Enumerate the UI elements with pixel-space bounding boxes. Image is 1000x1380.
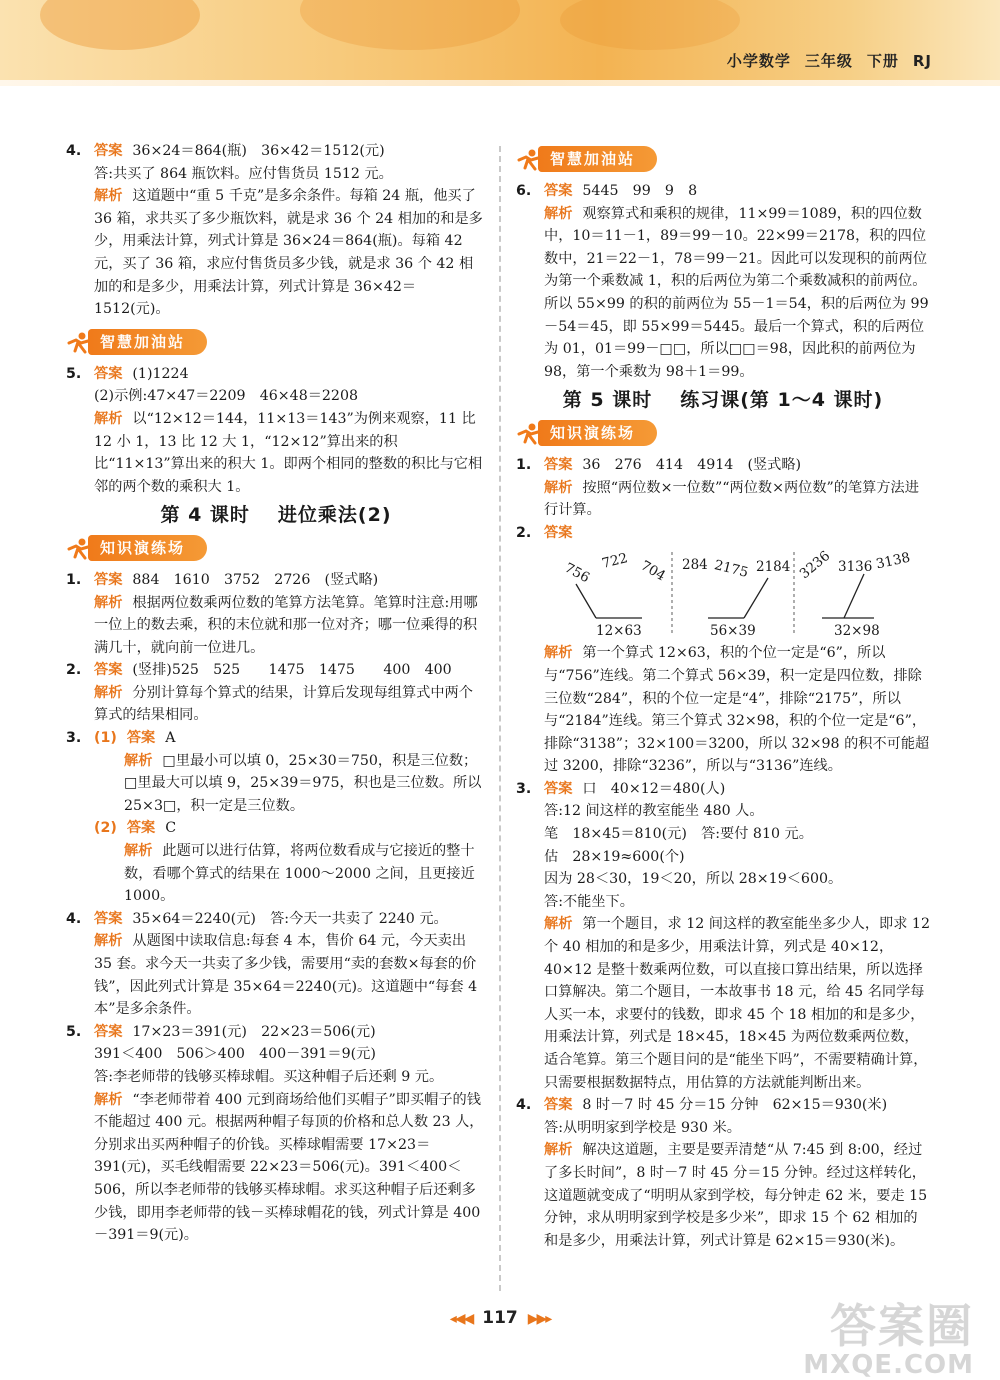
answer-text: 8 时－7 时 45 分＝15 分钟 62×15＝930(米) xyxy=(582,1097,888,1114)
analysis-label: 解析 xyxy=(544,205,573,222)
answer-text: A xyxy=(165,730,176,747)
answer-label: 答案 xyxy=(94,571,123,588)
analysis-label: 解析 xyxy=(94,188,123,205)
header-book-info xyxy=(713,50,932,71)
analysis-label: 解析 xyxy=(94,594,123,611)
header-grade: 三年级 xyxy=(804,52,853,70)
arrow-right-icon: ▶▶▸ xyxy=(527,1311,551,1327)
product-option: 3138 xyxy=(874,549,912,573)
banner-practice xyxy=(66,533,486,563)
question-number: 1. xyxy=(516,456,532,473)
analysis-text: 分别计算每个算式的结果，计算后发现每组算式中两个算式的结果相同。 xyxy=(94,684,473,724)
product-option: 3136 xyxy=(838,559,873,576)
analysis-label: 解析 xyxy=(544,1142,573,1159)
analysis-text: 解决这道题，主要是要弄清楚“从 7:45 到 8:00，经过了多长时间”，8 时－7 时 45 分＝15 分钟。经过这样转化，这道题就变成了“明明从家到学校，每分钟走 62 米，要走 15 分钟，求从明明家到学校是多少米”，即求 15 个 62 相加的和是多少，用乘法计算，列式计算是 62×15＝930(米)。 xyxy=(544,1142,932,1249)
header-edition: RJ xyxy=(912,52,932,70)
product-option: 3236 xyxy=(796,548,834,583)
lesson-name: 练习课(第 1～4 课时) xyxy=(680,389,884,412)
question-number: 2. xyxy=(516,524,532,541)
answer-text: 17×23＝391(元) 22×23＝506(元) xyxy=(132,1023,376,1040)
answer-text: 35×64＝2240(元) 答:今天一共卖了 2240 元。 xyxy=(132,910,448,927)
question-number: 1. xyxy=(66,571,82,588)
answer-text: 5445 99 9 8 xyxy=(582,183,698,199)
banner-label: 智慧加油站 xyxy=(88,329,207,355)
header-edge xyxy=(0,80,1000,86)
analysis-text: 此题可以进行估算，将两位数看成与它接近的整十数，看哪个算式的结果在 1000～2000 之间，且更接近 1000。 xyxy=(124,843,480,905)
analysis-text: □里最小可以填 0，25×30＝750，积是三位数；□里最大可以填 9，25×39＝975，积也是三位数。所以 25×3□，积一定是三位数。 xyxy=(124,752,486,814)
answer-line: 答:12 间这样的教室能坐 480 人。 xyxy=(544,803,764,820)
question-number: 4. xyxy=(66,143,82,159)
right-column xyxy=(516,140,935,1252)
match-line xyxy=(744,578,768,618)
product-option: 2175 xyxy=(712,557,750,582)
answer-label: 答案 xyxy=(544,524,573,541)
match-line xyxy=(844,574,864,618)
answer-text: 口 40×12＝480(人) xyxy=(582,780,726,797)
answer-line-2: 391＜400 506＞400 400－391＝9(元) xyxy=(94,1046,376,1063)
page-number: 117 xyxy=(482,1308,518,1328)
answer-line: 笔 18×45＝810(元) 答:要付 810 元。 xyxy=(544,826,813,843)
answer-label: 答案 xyxy=(94,662,123,679)
header-decoration xyxy=(560,0,740,50)
analysis-label: 解析 xyxy=(544,479,573,496)
match-line xyxy=(576,584,596,618)
lesson-4-title xyxy=(66,504,486,527)
analysis-text: 从题图中读取信息:每套 4 本，售价 64 元，今天卖出 35 套。求今天一共卖了多少钱，需要用“卖的套数×每套的价钱”，因此列式计算是 35×64＝2240(元)。这道题中“每套 4 本”是多余条件。 xyxy=(94,933,482,1018)
analysis-label: 解析 xyxy=(94,410,123,427)
answer-label: 答案 xyxy=(544,456,573,473)
answer-line-2: (2)示例:47×47＝2209 46×48＝2208 xyxy=(94,388,359,405)
part-tag: (1) xyxy=(94,730,117,747)
answer-text: (竖排)525 525 1475 1475 400 400 xyxy=(132,662,452,679)
question-number: 3. xyxy=(66,730,82,747)
answer-text: C xyxy=(165,820,177,837)
answer-label: 答案 xyxy=(94,1023,123,1040)
multiplication-expression: 32×98 xyxy=(834,623,880,640)
answer-label: 答案 xyxy=(126,730,156,747)
reply-text: 答:共买了 864 瓶饮料。应付售货员 1512 元。 xyxy=(94,165,393,182)
lesson-5-title xyxy=(516,389,930,412)
analysis-text: 根据两位数乘两位数的笔算方法笔算。笔算时注意:用哪一位上的数去乘，积的末位就和那一位对齐；哪一位乘得的积满几十，就向前一位进几。 xyxy=(94,594,478,656)
question-4 xyxy=(516,1094,930,1252)
product-option: 722 xyxy=(600,550,630,573)
lesson-number: 第 4 课时 xyxy=(160,504,250,527)
analysis-label: 解析 xyxy=(544,645,573,662)
answer-label: 答案 xyxy=(544,780,573,797)
question-number: 3. xyxy=(516,780,532,797)
question-5-top xyxy=(66,363,486,499)
question-2 xyxy=(66,659,486,727)
watermark-bottom: MXQE.COM xyxy=(803,1350,974,1380)
analysis-label: 解析 xyxy=(544,916,573,933)
answer-text: 36 276 414 4914 (竖式略) xyxy=(582,456,802,473)
column-divider xyxy=(499,146,501,1291)
analysis-label: 解析 xyxy=(94,684,123,701)
matching-diagram xyxy=(544,548,930,640)
answer-text: 36×24＝864(瓶) 36×42＝1512(元) xyxy=(132,143,385,159)
analysis-text: 第一个题目，求 12 间这样的教室能坐多少人，即求 12 个 40 相加的和是多少，用乘法计算，列式是 40×12，40×12 是整十数乘两位数，可以直接口算出结果，所以选择口算解决。第二个题目，一本故事书 18 元，给 45 名同学每人买一本，求要付的钱数，即求 45 个 18 相加的和是多少，用乘法计算，列式是 18×45，18×45 为两位数乘两位数，适合笔算。第三个题目问的是“能坐下吗”，不需要精确计算，只需要根据数据特点，用估算的方法就能判断出来。 xyxy=(544,916,935,1091)
question-number: 4. xyxy=(66,910,82,927)
analysis-label: 解析 xyxy=(124,752,153,769)
analysis-text: 第一个算式 12×63，积的个位一定是“6”，所以与“756”连线。第二个算式 56×39，积一定是四位数，排除三位数“284”，积的个位一定是“4”，排除“2175”，所以与“2184”连线。第三个算式 32×98，积的个位一定是“6”，排除“3138”；32×100＝3200，所以 32×98 的积不可能超过 3200，排除“3236”，所以与“3136”连线。 xyxy=(544,645,930,775)
question-1 xyxy=(66,569,486,659)
multiplication-expression: 56×39 xyxy=(710,623,756,640)
question-number: 5. xyxy=(66,1023,82,1040)
part-tag: (2) xyxy=(94,820,117,837)
product-option: 2184 xyxy=(756,559,791,576)
header-decoration xyxy=(300,0,520,50)
answer-label: 答案 xyxy=(126,820,156,837)
answer-label: 答案 xyxy=(94,910,123,927)
answer-text: (1)1224 xyxy=(132,365,189,382)
analysis-text: 以“12×12＝144，11×13＝143”为例来观察，11 比 12 小 1，13 比 12 大 1，“12×12”算出来的积比“11×13”算出来的积大 1。即两个相同的整数的积比与它相邻的两个数的乘积大 1。 xyxy=(94,410,483,495)
header-decoration xyxy=(40,0,200,50)
page-header xyxy=(0,0,1000,80)
analysis-label: 解析 xyxy=(124,843,153,860)
question-3 xyxy=(66,727,486,908)
product-option: 284 xyxy=(682,557,708,574)
analysis-text: 按照“两位数×一位数”“两位数×两位数”的笔算方法进行计算。 xyxy=(544,479,919,519)
reply-text: 答:从明明家到学校是 930 米。 xyxy=(544,1119,741,1136)
reply-text: 答:李老师带的钱够买棒球帽。买这种帽子后还剩 9 元。 xyxy=(94,1068,444,1085)
question-2 xyxy=(516,522,930,778)
question-6 xyxy=(516,180,930,383)
question-4 xyxy=(66,908,486,1021)
banner-wisdom xyxy=(66,327,486,357)
question-4-top xyxy=(66,140,486,321)
product-option: 756 xyxy=(561,560,593,587)
answer-line: 答:不能坐下。 xyxy=(544,893,634,910)
question-number: 6. xyxy=(516,183,532,199)
header-subject: 小学数学 xyxy=(726,52,791,70)
answer-label: 答案 xyxy=(544,1097,573,1114)
banner-label: 智慧加油站 xyxy=(538,146,657,172)
analysis-text: “李老师带着 400 元到商场给他们买帽子”即买帽子的钱不能超过 400 元。根据两种帽子每顶的价格和总人数 23 人，分别求出买两种帽子的价钱。买棒球帽需要 17×23＝391(元)，买毛线帽需要 22×23＝506(元)。391＜400＜506，所以李老师带的钱够买棒球帽。求买这种帽子后还剩多少钱，即用李老师带的钱－买棒球帽花的钱，列式计算是 400－391＝9(元)。 xyxy=(94,1091,484,1244)
multiplication-expression: 12×63 xyxy=(596,623,642,640)
question-number: 4. xyxy=(516,1097,532,1114)
question-1 xyxy=(516,454,930,522)
lesson-number: 第 5 课时 xyxy=(562,389,653,412)
question-5 xyxy=(66,1021,486,1247)
banner-label: 知识演练场 xyxy=(88,535,207,561)
answer-line: 因为 28＜30，19＜20，所以 28×19＜600。 xyxy=(544,871,843,888)
question-number: 5. xyxy=(66,365,82,382)
analysis-text: 观察算式和乘积的规律，11×99＝1089，积的四位数中，10＝11－1，89＝99－10。22×99＝2178，积的四位数中，21＝22－1，78＝99－21。因此可以发现积的前两位为第一个乘数减 1，积的后两位为第二个乘数减积的前两位。所以 55×99 的积的前两位为 55－1＝54，积的后两位为 99－54＝45，即 55×99＝5445。最后一个算式，积的后两位为 01，01＝99－□□，所以□□＝98，因此积的前两位为 98，第一个乘数为 98＋1＝99。 xyxy=(544,205,929,380)
watermark-logo xyxy=(803,1290,974,1380)
lesson-name: 进位乘法(2) xyxy=(277,504,392,527)
header-volume: 下册 xyxy=(866,52,899,70)
answer-label: 答案 xyxy=(94,365,123,382)
question-3 xyxy=(516,778,935,1094)
banner-practice xyxy=(516,418,930,448)
question-number: 2. xyxy=(66,662,82,679)
product-option: 704 xyxy=(637,557,669,585)
banner-label: 知识演练场 xyxy=(538,420,657,446)
arrow-left-icon: ◂◀◀ xyxy=(449,1311,473,1327)
analysis-text: 这道题中“重 5 千克”是多余条件。每箱 24 瓶，他买了 36 箱，求共买了多少瓶饮料，就是求 36 个 24 相加的和是多少，用乘法计算，列式计算是 36×24＝864(瓶)。每箱 42 元，买了 36 箱，求应付售货员多少钱，就是求 36 个 42 相加的和是多少，用乘法计算，列式计算是 36×42＝1512(元)。 xyxy=(94,188,483,318)
answer-text: 884 1610 3752 2726 (竖式略) xyxy=(132,571,379,588)
analysis-label: 解析 xyxy=(94,1091,123,1108)
answer-label: 答案 xyxy=(94,143,123,159)
answer-line: 估 28×19≈600(个) xyxy=(544,848,685,865)
left-column xyxy=(66,140,486,1247)
analysis-label: 解析 xyxy=(94,933,123,950)
watermark-top: 答案圈 xyxy=(830,1299,974,1353)
answer-label: 答案 xyxy=(544,183,573,199)
banner-wisdom xyxy=(516,144,930,174)
